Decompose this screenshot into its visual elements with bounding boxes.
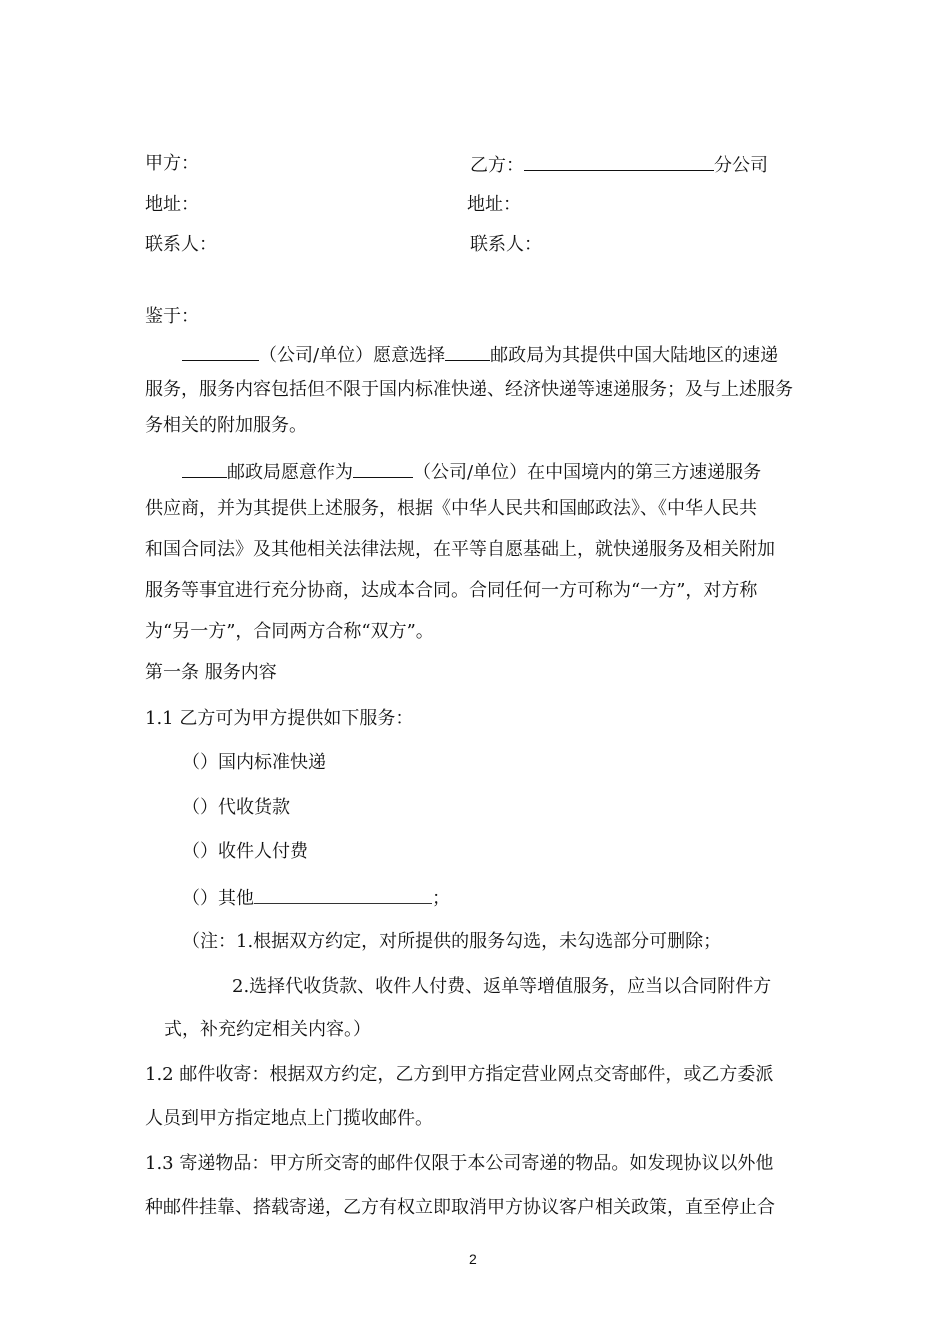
whereas-heading: 鉴于： bbox=[145, 306, 199, 327]
preamble-p2-line5: 为“另一方”，合同两方合称“双方”。 bbox=[145, 621, 434, 642]
contact-b-label: 联系人： bbox=[470, 234, 542, 255]
preamble-p2-line4: 服务等事宜进行充分协商，达成本合同。合同任何一方可称为“一方”，对方称 bbox=[145, 580, 758, 601]
party-a-label: 甲方： bbox=[145, 153, 199, 174]
clause-1-1: 1.1 乙方可为甲方提供如下服务： bbox=[145, 708, 414, 729]
checkbox-brackets: （） bbox=[182, 752, 218, 773]
address-a-label: 地址： bbox=[145, 194, 199, 215]
other-service-blank bbox=[254, 885, 432, 904]
other-suffix: ； bbox=[432, 888, 450, 909]
company-blank bbox=[182, 342, 259, 361]
party-b-line bbox=[470, 152, 768, 178]
note-2: 2.选择代收货款、收件人付费、返单等增值服务，应当以合同附件方 bbox=[232, 976, 772, 997]
service-option-4 bbox=[182, 885, 450, 911]
address-b-label: 地址： bbox=[467, 194, 521, 215]
company-blank-2 bbox=[353, 459, 413, 478]
preamble-p2-line2: 供应商，并为其提供上述服务，根据《中华人民共和国邮政法》、《中华人民共 bbox=[145, 498, 757, 519]
option-label: 代收货款 bbox=[218, 797, 290, 818]
preamble-p1-line2: 服务，服务内容包括但不限于国内标准快递、经济快递等速递服务；及与上述服务 bbox=[145, 379, 793, 400]
p2-text-a: 邮政局愿意作为 bbox=[227, 462, 353, 483]
checkbox-brackets: （） bbox=[182, 888, 218, 909]
option-label: 其他 bbox=[218, 888, 254, 909]
party-b-label: 乙方： bbox=[470, 155, 524, 176]
preamble-p2-line1 bbox=[182, 459, 761, 485]
p2-text-b: （公司/单位）在中国境内的第三方速递服务 bbox=[413, 462, 762, 483]
clause-1-3-line1: 1.3 寄递物品：甲方所交寄的邮件仅限于本公司寄递的物品。如发现协议以外他 bbox=[145, 1153, 774, 1174]
clause-1-3-line2: 种邮件挂靠、搭载寄递，乙方有权立即取消甲方协议客户相关政策，直至停止合 bbox=[145, 1197, 775, 1218]
option-label: 收件人付费 bbox=[218, 841, 308, 862]
service-option-1 bbox=[182, 751, 326, 775]
preamble-p1-line1 bbox=[182, 342, 778, 368]
preamble-p1-line3: 务相关的附加服务。 bbox=[145, 415, 307, 436]
checkbox-brackets: （） bbox=[182, 797, 218, 818]
note-2-continued: 式，补充约定相关内容。） bbox=[164, 1019, 371, 1040]
page-number: 2 bbox=[469, 1251, 477, 1267]
note-1: （注：1.根据双方约定，对所提供的服务勾选，未勾选部分可删除； bbox=[182, 931, 722, 952]
article-1-title: 第一条 服务内容 bbox=[145, 662, 277, 683]
checkbox-brackets: （） bbox=[182, 841, 218, 862]
party-b-blank bbox=[524, 152, 714, 171]
p1-text-b: 邮政局为其提供中国大陆地区的速递 bbox=[490, 345, 779, 366]
option-label: 国内标准快递 bbox=[218, 752, 326, 773]
clause-1-2-line2: 人员到甲方指定地点上门揽收邮件。 bbox=[145, 1108, 433, 1129]
clause-1-2-line1: 1.2 邮件收寄：根据双方约定，乙方到甲方指定营业网点交寄邮件，或乙方委派 bbox=[145, 1064, 774, 1085]
service-option-3 bbox=[182, 840, 308, 864]
p1-text-a: （公司/单位）愿意选择 bbox=[259, 345, 446, 366]
preamble-p2-line3: 和国合同法》及其他相关法律法规，在平等自愿基础上，就快递服务及相关附加 bbox=[145, 539, 775, 560]
party-b-suffix: 分公司 bbox=[714, 155, 768, 176]
contact-a-label: 联系人： bbox=[145, 234, 217, 255]
post-office-blank-2 bbox=[182, 459, 227, 478]
service-option-2 bbox=[182, 796, 290, 820]
post-office-blank bbox=[445, 342, 490, 361]
